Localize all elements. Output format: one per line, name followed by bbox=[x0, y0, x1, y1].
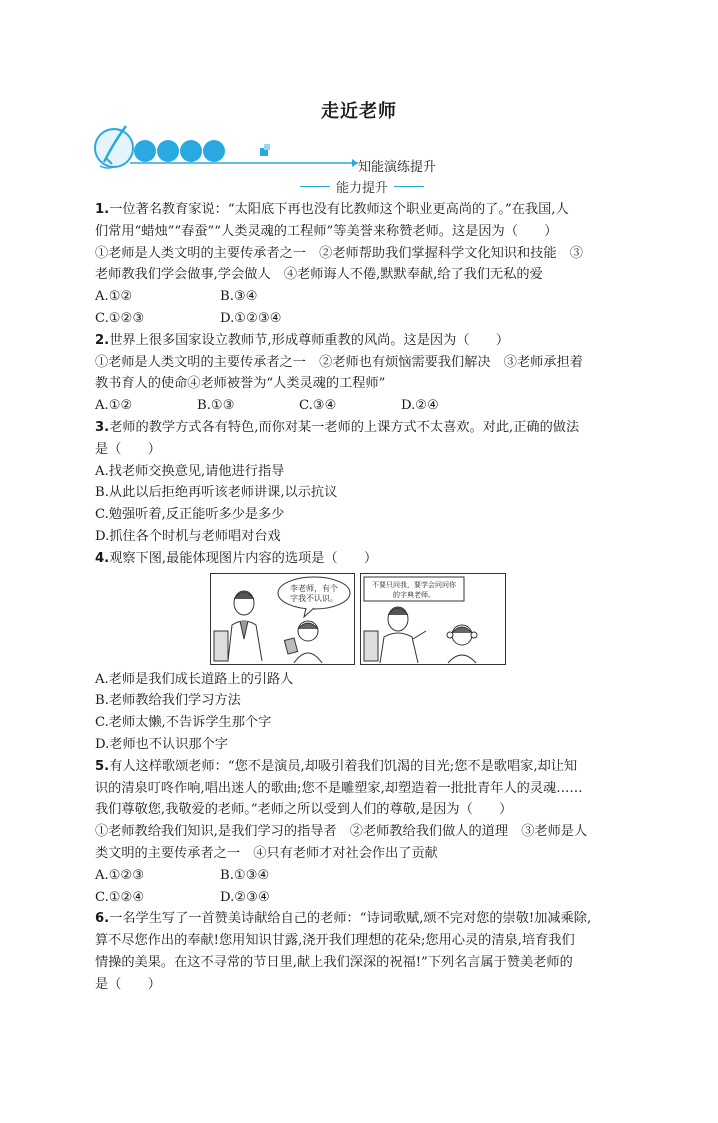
options-row bbox=[95, 887, 625, 909]
option-a[interactable]: A.①② bbox=[95, 398, 133, 414]
option-c[interactable]: C.①②④ bbox=[95, 889, 145, 905]
pen-icon bbox=[95, 126, 133, 168]
option-c[interactable]: C.老师太懒,不告诉学生那个字 bbox=[95, 715, 272, 731]
question-text: 老师的教学方式各有特色,而你对某一老师的上课方式不太喜欢。对此,正确的做法 bbox=[109, 419, 580, 435]
option-b[interactable]: B.老师教给我们学习方法 bbox=[95, 693, 241, 709]
question-text: 我们尊敬您,我敬爱的老师。”老师之所以受到人们的尊敬,是因为（ ） bbox=[95, 802, 513, 818]
option-c[interactable]: C.③④ bbox=[299, 398, 337, 414]
option-b[interactable]: B.①③④ bbox=[220, 867, 270, 883]
question-text: 老师教我们学会做事,学会做人 ④老师诲人不倦,默默奉献,给了我们无私的爱 bbox=[95, 267, 543, 283]
question-text: ①老师是人类文明的主要传承者之一 ②老师帮助我们掌握科学文化知识和技能 ③ bbox=[95, 245, 583, 261]
question-text: ①老师教给我们知识,是我们学习的指导者 ②老师教给我们做人的道理 ③老师是人 bbox=[95, 824, 588, 840]
section-banner bbox=[90, 122, 530, 182]
question-6 bbox=[95, 908, 625, 995]
question-text: 们常用“蜡烛”“春蚕”“人类灵魂的工程师”等美誉来称赞老师。这是因为（ ） bbox=[95, 223, 558, 239]
option-a[interactable]: A.找老师交换意见,请他进行指导 bbox=[95, 463, 285, 479]
speech-text-right: 不要只问我，要学会问问你 bbox=[372, 580, 456, 589]
question-text: 是（ ） bbox=[95, 976, 161, 992]
question-text: 算不尽您作出的奉献!您用知识甘露,浇开我们理想的花朵;您用心灵的清泉,培育我们 bbox=[95, 933, 575, 949]
option-d[interactable]: D.②④ bbox=[401, 398, 439, 414]
deco-circle bbox=[157, 140, 179, 162]
question-3 bbox=[95, 417, 625, 548]
option-a[interactable]: A.①② bbox=[95, 289, 133, 305]
subsection-label: 能力提升 bbox=[300, 177, 424, 195]
question-number: 2. bbox=[95, 332, 110, 348]
option-d[interactable]: D.①②③④ bbox=[220, 310, 282, 326]
speech-text-right: 的字典老师。 bbox=[393, 590, 435, 599]
question-text: 一位著名教育家说：“太阳底下再也没有比教师这个职业更高尚的了。”在我国,人 bbox=[109, 202, 569, 217]
question-text: 类文明的主要传承者之一 ④只有老师才对社会作出了贡献 bbox=[95, 845, 438, 861]
section-label: 知能演练提升 bbox=[358, 160, 437, 175]
options-row bbox=[95, 286, 625, 308]
comic-figure bbox=[95, 573, 625, 665]
option-d[interactable]: D.老师也不认识那个字 bbox=[95, 736, 228, 752]
page-title: 走近老师 bbox=[321, 101, 397, 122]
question-2 bbox=[95, 330, 625, 417]
question-text: 识的清泉叮咚作响,唱出迷人的歌曲;您不是雕塑家,却塑造着一批批青年人的灵魂…… bbox=[95, 780, 583, 796]
question-text: ①老师是人类文明的主要传承者之一 ②老师也有烦恼需要我们解决 ③老师承担着 bbox=[95, 354, 583, 370]
options-row bbox=[95, 308, 625, 330]
question-text: 是（ ） bbox=[95, 441, 161, 457]
question-text: 一名学生写了一首赞美诗献给自己的老师：“诗词歌赋,颂不完对您的崇敬!加减乘除, bbox=[109, 911, 592, 927]
speech-text-left: 李老师，有个 bbox=[290, 583, 338, 593]
question-4 bbox=[95, 548, 625, 756]
option-a[interactable]: A.①②③ bbox=[95, 867, 145, 883]
question-5 bbox=[95, 756, 625, 909]
options-row bbox=[95, 395, 625, 417]
question-number: 4. bbox=[95, 550, 110, 566]
question-number: 3. bbox=[95, 419, 110, 435]
question-text: 教书育人的使命④老师被誉为“人类灵魂的工程师” bbox=[95, 376, 386, 392]
question-number: 1. bbox=[95, 202, 110, 217]
speech-text-left: 字我不认识。 bbox=[290, 593, 338, 603]
question-text: 有人这样歌颂老师：“您不是演员,却吸引着我们饥渴的目光;您不是歌唱家,却让知 bbox=[109, 758, 578, 774]
question-1 bbox=[95, 199, 625, 330]
option-d[interactable]: D.抓住各个时机与老师唱对台戏 bbox=[95, 528, 281, 544]
option-b[interactable]: B.③④ bbox=[220, 289, 258, 305]
deco-circle bbox=[180, 140, 202, 162]
speech-bubble-left bbox=[278, 577, 350, 609]
question-number: 5. bbox=[95, 758, 110, 774]
question-text: 世界上很多国家设立教师节,形成尊师重教的风尚。这是因为（ ） bbox=[109, 332, 510, 348]
comic-strip bbox=[210, 573, 506, 665]
question-number: 6. bbox=[95, 911, 110, 927]
deco-circle bbox=[203, 140, 225, 162]
option-b[interactable]: B.从此以后拒绝再听该老师讲课,以示抗议 bbox=[95, 485, 338, 501]
option-d[interactable]: D.②③④ bbox=[220, 889, 270, 905]
question-text: 情操的美果。在这不寻常的节日里,献上我们深深的祝福!”下列名言属于赞美老师的 bbox=[95, 954, 573, 970]
option-c[interactable]: C.勉强听着,反正能听多少是多少 bbox=[95, 507, 285, 523]
question-text: 观察下图,最能体现图片内容的选项是（ ） bbox=[109, 550, 378, 566]
question-list bbox=[95, 199, 625, 996]
option-a[interactable]: A.老师是我们成长道路上的引路人 bbox=[95, 671, 294, 687]
deco-circle bbox=[134, 140, 156, 162]
options-row bbox=[95, 865, 625, 887]
deco-square bbox=[264, 144, 270, 150]
option-c[interactable]: C.①②③ bbox=[95, 310, 145, 326]
option-b[interactable]: B.①③ bbox=[197, 398, 235, 414]
